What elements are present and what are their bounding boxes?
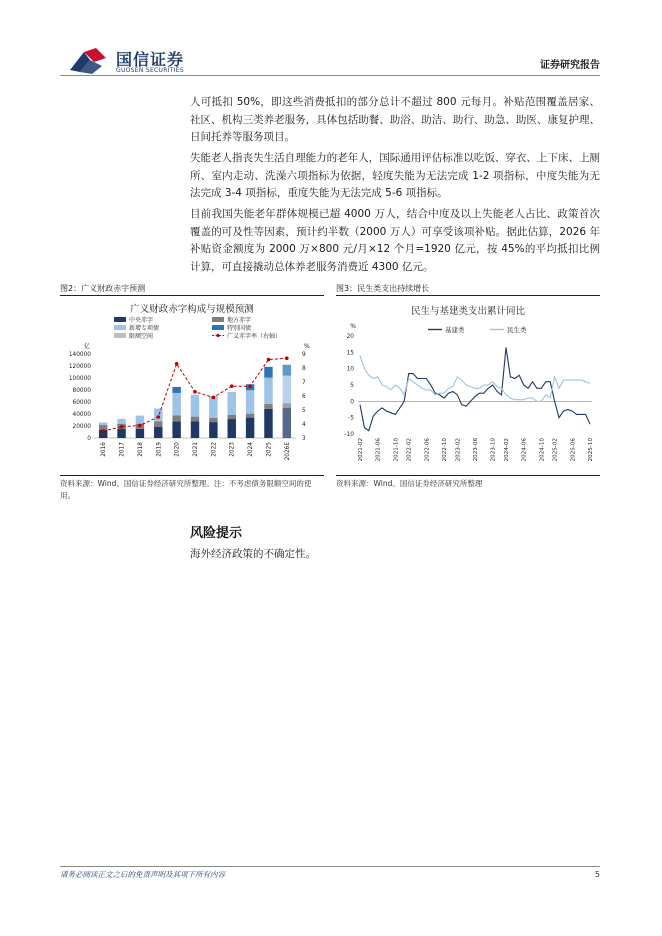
chart1-bar-segment <box>154 427 162 438</box>
chart1-bar-segment <box>172 387 180 393</box>
chart2-x-tick: 2021-06 <box>375 438 382 462</box>
chart1-y-tick: 0 <box>87 436 91 442</box>
chart1-x-tick: 2020 <box>174 442 181 457</box>
chart1-bar-segment <box>246 418 254 438</box>
chart1-y2-tick: 7 <box>302 380 306 386</box>
chart1-bar-segment <box>228 415 236 419</box>
chart2-series-line <box>360 356 590 402</box>
chart1-legend-label: 限额空间 <box>129 333 154 340</box>
logo-text-cn: 国信证券 <box>116 50 185 69</box>
chart1-bar-segment <box>172 421 180 438</box>
chart1-y2-tick: 9 <box>302 352 306 358</box>
chart2-y-tick: 15 <box>346 350 354 357</box>
chart1-bar-segment <box>136 416 144 424</box>
chart2-x-tick: 2021-02 <box>358 438 364 462</box>
chart1-deficit-rate-point <box>285 356 289 360</box>
chart1-y2-tick: 4 <box>302 422 306 428</box>
footer-disclaimer: 请务必阅读正文之后的免责声明及其项下所有内容 <box>60 870 225 879</box>
chart2-legend <box>428 325 527 334</box>
chart2-x-tick: 2024-02 <box>503 438 510 462</box>
chart1-bar-segment <box>99 425 107 430</box>
chart1-deficit-rate-point <box>193 390 197 394</box>
chart2-legend-label: 民生类 <box>507 326 527 334</box>
chart2-x-tick: 2025-02 <box>552 438 559 462</box>
chart2-x-tick: 2025-10 <box>588 438 594 462</box>
figure3-bottom-rule <box>336 475 600 476</box>
chart1-bar-segment <box>264 378 272 404</box>
risk-text: 海外经济政策的不确定性。 <box>190 548 316 560</box>
chart2-y-unit: % <box>350 323 356 330</box>
chart1-bar-segment <box>154 409 162 422</box>
chart2-title: 民生与基建类支出累计同比 <box>410 306 526 317</box>
chart1-y2-unit: % <box>304 343 310 350</box>
chart2-x-tick: 2023-02 <box>455 438 462 462</box>
risk-heading: 风险提示 <box>190 526 243 541</box>
chart2-y-tick: 20 <box>346 334 354 340</box>
chart2-y-tick: -5 <box>348 415 354 422</box>
chart1-bar-segment <box>191 395 199 417</box>
chart1-bar-segment <box>283 403 291 408</box>
header-divider <box>60 75 600 76</box>
chart2-y-tick: 5 <box>350 383 354 389</box>
chart2-legend-label: 基建类 <box>445 326 465 334</box>
chart1-bar-segment <box>209 418 217 422</box>
chart1-x-tick: 2019 <box>156 442 163 457</box>
chart1-deficit-rate-point <box>230 384 234 388</box>
chart1-bar-segment <box>209 422 217 438</box>
chart1-bar-segment <box>264 404 272 409</box>
chart1-bar-segment <box>117 419 125 424</box>
chart1-x-tick: 2025 <box>266 442 273 457</box>
chart2-x-tick: 2022-10 <box>442 438 449 462</box>
chart1-bar-segment <box>283 365 291 376</box>
report-type-label: 证券研究报告 <box>540 60 600 71</box>
chart1-legend-label: 中央赤字 <box>129 317 154 324</box>
chart1-legend-swatch <box>212 325 224 330</box>
chart1-y2-tick: 6 <box>302 394 306 400</box>
chart1-x-tick: 2022 <box>211 442 218 457</box>
chart1-legend-swatch <box>114 325 126 330</box>
body-paragraph-3: 目前我国失能老年群体规模已超 4000 万人，结合中度及以上失能老人占比、政策首次覆盖的可及性等因素，预计约半数（2000 万人）可享受该项补贴。据此估算，2026 年补贴资金额度为 2000 万×800 元/月×12 个月=1920 亿元，按 45%的平均抵扣比例计算，可直接撬动总体养老服务消费近 4300 亿元。 <box>190 208 600 273</box>
chart1-y-tick: 120000 <box>68 364 91 370</box>
chart2-x-tick: 2022-06 <box>424 438 431 462</box>
chart1-deficit-rate-point <box>248 384 252 388</box>
chart1-legend-swatch <box>114 333 126 338</box>
footer-divider <box>60 866 600 867</box>
chart2-series-line <box>360 347 590 430</box>
chart1-deficit-rate-point <box>138 424 142 428</box>
chart1-legend-marker <box>216 334 219 337</box>
chart1-bar-segment <box>172 415 180 421</box>
logo-text-en: GUOSEN SECURITIES <box>116 67 185 74</box>
chart1-x-tick: 2017 <box>119 442 126 457</box>
chart1-bar-segment <box>99 423 107 425</box>
figure2-label: 图2：广义财政赤字预测 <box>60 284 146 293</box>
chart2-x-tick: 2023-06 <box>473 438 479 462</box>
chart1-bar-segment <box>264 409 272 438</box>
chart1-y-tick: 80000 <box>72 388 91 394</box>
figure3-source: 资料来源：Wind、国信证券经济研究所整理 <box>336 479 483 488</box>
figure2-bottom-rule <box>60 475 324 476</box>
chart1-legend-swatch <box>212 317 224 322</box>
chart2-axes <box>345 323 594 461</box>
chart1-x-tick: 2024 <box>248 442 255 457</box>
chart1-deficit-rate-point <box>175 362 179 366</box>
chart1-y-tick: 100000 <box>68 376 91 382</box>
chart2-x-tick: 2022-02 <box>406 438 413 462</box>
chart2-lines <box>360 347 590 430</box>
chart1-deficit-rate-point <box>212 396 216 400</box>
figure2-source: 资料来源：Wind、国信证券经济研究所整理。注：不考虑债务限额空间的使用。 <box>60 479 312 500</box>
figure2-chart <box>60 296 324 474</box>
chart2-y-tick: 0 <box>350 399 354 406</box>
body-paragraph-2: 失能老人指丧失生活自理能力的老年人，国际通用评估标准以吃饭、穿衣、上下床、上厕所、室内走动、洗澡六项指标为依据，轻度失能为无法完成 1-2 项指标，中度失能为无法完成 3-4 项指标，重度失能为无法完成 5-6 项指标。 <box>190 152 600 199</box>
body-paragraph-1: 人可抵扣 50%，即这些消费抵扣的部分总计不超过 800 元每月。补贴范围覆盖居家、社区、机构三类养老服务，具体包括助餐、助浴、助洁、助行、助急、助医、康复护理、日间托养等服务项目。 <box>190 96 600 143</box>
chart1-deficit-rate-point <box>267 358 271 362</box>
chart2-y-tick: -10 <box>344 432 354 438</box>
chart2-y-tick: 10 <box>346 366 354 373</box>
chart1-y-tick: 60000 <box>72 400 91 406</box>
chart2-x-tick: 2024-06 <box>521 438 528 462</box>
chart1-x-tick: 2026E <box>284 442 291 461</box>
figure3-chart <box>336 296 600 474</box>
chart1-bar-segment <box>191 422 199 439</box>
chart1-bar-segment <box>136 429 144 438</box>
figure3-label: 图3：民生类支出持续增长 <box>336 284 430 293</box>
chart2-x-tick: 2023-10 <box>490 438 497 462</box>
chart2-x-tick: 2025-06 <box>570 438 577 462</box>
chart1-legend-label: 广义赤字率（右轴） <box>227 333 282 340</box>
chart1-deficit-rate-point <box>101 429 105 433</box>
chart1-y-tick: 140000 <box>68 352 91 358</box>
chart1-deficit-rate-point <box>156 415 160 419</box>
chart1-legend-label: 地方赤字 <box>227 317 252 324</box>
chart1-legend-label: 特别国债 <box>227 325 252 332</box>
page-number: 5 <box>594 870 600 879</box>
chart1-bar-segment <box>283 376 291 404</box>
chart1-bar-segment <box>246 390 254 413</box>
chart1-deficit-rate-point <box>120 425 124 429</box>
chart1-bar-segment <box>191 417 199 422</box>
chart1-bar-segment <box>117 429 125 438</box>
chart1-y-unit: 亿 <box>83 343 90 350</box>
chart1-bar-segment <box>228 419 236 438</box>
chart1-x-tick: 2023 <box>229 442 236 457</box>
chart2-x-tick: 2024-10 <box>539 438 546 462</box>
chart1-bar-segment <box>154 421 162 427</box>
guosen-logo-icon <box>66 44 110 78</box>
chart1-y-tick: 20000 <box>72 424 91 430</box>
chart1-bar-segment <box>172 393 180 416</box>
chart1-y2-tick: 5 <box>302 408 306 414</box>
chart1-bars <box>99 365 291 438</box>
chart1-x-tick: 2018 <box>137 442 144 457</box>
chart1-y2-tick: 8 <box>302 366 306 372</box>
chart1-legend <box>114 316 281 340</box>
chart1-bar-segment <box>246 414 254 418</box>
chart2-x-tick: 2021-10 <box>393 438 400 462</box>
chart1-bar-segment <box>283 408 291 438</box>
chart1-legend-label: 新增专项债 <box>129 325 160 332</box>
chart1-axes <box>69 342 310 460</box>
chart1-bar-segment <box>264 367 272 378</box>
chart1-x-tick: 2016 <box>101 442 108 457</box>
chart1-x-tick: 2021 <box>193 442 199 457</box>
chart1-y2-tick: 3 <box>302 436 306 442</box>
chart1-y-tick: 40000 <box>72 412 91 418</box>
chart1-title: 广义财政赤字构成与规模预测 <box>130 304 254 315</box>
chart1-bar-segment <box>228 392 236 415</box>
chart1-legend-swatch <box>114 317 126 322</box>
